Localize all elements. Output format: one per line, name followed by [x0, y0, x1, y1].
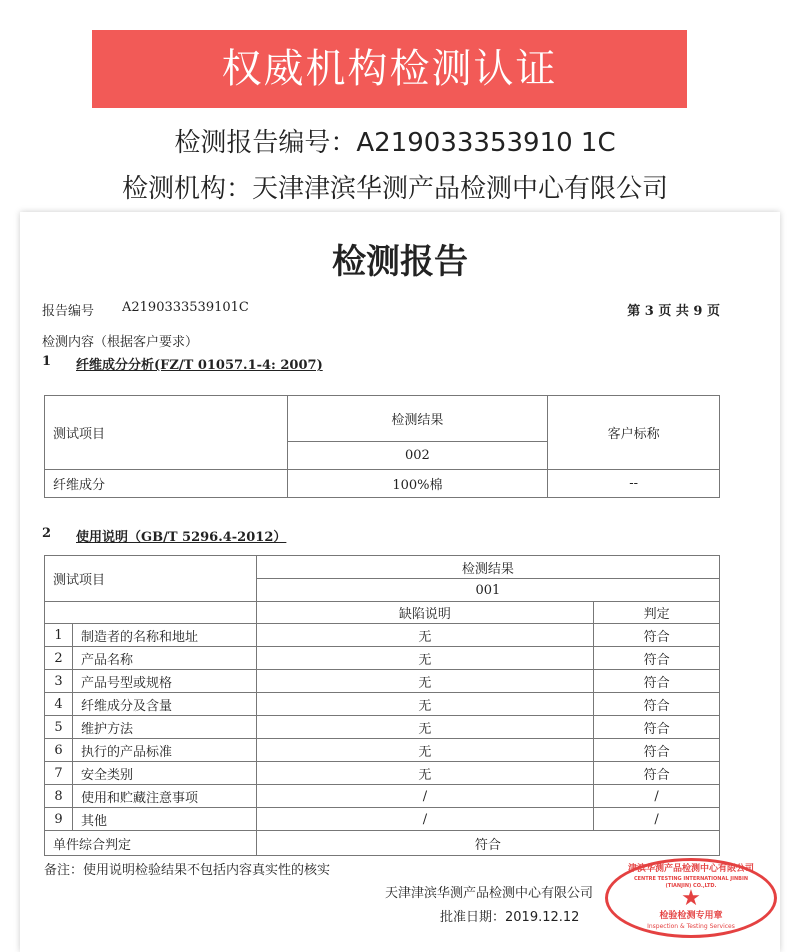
doc-title: 检测报告 [332, 242, 468, 282]
row-verdict: 符合 [594, 716, 720, 739]
row-item: 纤维成分及含量 [72, 693, 256, 716]
row-number: 6 [45, 739, 73, 762]
issuer: 天津津滨华测产品检测中心有限公司 [385, 886, 594, 901]
row-item: 使用和贮藏注意事项 [72, 785, 256, 808]
row-item: 执行的产品标准 [72, 739, 256, 762]
row-verdict: 符合 [594, 739, 720, 762]
row-number: 3 [45, 670, 73, 693]
row-item: 安全类别 [72, 762, 256, 785]
seal-en-text: CENTRE TESTING INTERNATIONAL JINBIN (TIANJIN) CO.,LTD. [633, 876, 749, 889]
report-no: A2190333539101C [122, 300, 249, 315]
table-row [45, 693, 720, 716]
row-verdict: 符合 [594, 624, 720, 647]
table-row [45, 739, 720, 762]
th-claim: 客户标称 [548, 396, 720, 470]
row-verdict: 符合 [594, 693, 720, 716]
overall-label: 单件综合判定 [45, 831, 257, 856]
table-row [45, 785, 720, 808]
report-document [20, 212, 780, 952]
th-sample: 002 [287, 442, 548, 470]
row-item: 其他 [72, 808, 256, 831]
section2-title: 使用说明（GB/T 5296.4-2012） [76, 530, 287, 545]
row-number: 1 [45, 624, 73, 647]
row-number: 4 [45, 693, 73, 716]
row-item: 产品号型或规格 [72, 670, 256, 693]
row-defect: 无 [256, 647, 593, 670]
row-verdict: / [594, 785, 720, 808]
th-verdict: 判定 [594, 602, 720, 624]
table-row [45, 647, 720, 670]
table-row [45, 716, 720, 739]
th-item: 测试项目 [45, 396, 288, 470]
row-defect: 无 [256, 693, 593, 716]
row-defect: / [256, 808, 593, 831]
official-seal [605, 858, 777, 938]
empty-cell [45, 602, 257, 624]
row-item: 维护方法 [72, 716, 256, 739]
row-defect: 无 [256, 624, 593, 647]
row-number: 2 [45, 647, 73, 670]
row-defect: 无 [256, 762, 593, 785]
report-label: 报告编号 [42, 304, 95, 319]
cell-result: 100%棉 [287, 470, 548, 498]
th-item: 测试项目 [45, 556, 257, 602]
star-icon: ★ [681, 886, 701, 911]
row-number: 5 [45, 716, 73, 739]
table-row [45, 808, 720, 831]
row-item: 制造者的名称和地址 [72, 624, 256, 647]
th-defect: 缺陷说明 [256, 602, 593, 624]
row-verdict: 符合 [594, 647, 720, 670]
label-table [44, 555, 720, 856]
section1-title: 纤维成分分析(FZ/T 01057.1-4: 2007) [76, 358, 323, 373]
row-number: 7 [45, 762, 73, 785]
note: 备注：使用说明检验结果不包括内容真实性的核实 [44, 863, 331, 878]
seal-top-text: 津滨华测产品检测中心有限公司 [627, 864, 754, 874]
row-verdict: / [594, 808, 720, 831]
table-row [45, 670, 720, 693]
row-verdict: 符合 [594, 762, 720, 785]
content-label: 检测内容（根据客户要求） [42, 335, 199, 350]
agency-line: 检测机构：天津津滨华测产品检测中心有限公司 [121, 174, 668, 204]
overall-value: 符合 [256, 831, 719, 856]
seal-bottom-text: 检验检测专用章 [659, 911, 723, 921]
cell-claim: -- [548, 470, 720, 498]
fiber-table [44, 395, 720, 498]
row-number: 8 [45, 785, 73, 808]
cell-item: 纤维成分 [45, 470, 288, 498]
row-defect: 无 [256, 716, 593, 739]
th-result: 检测结果 [287, 396, 548, 442]
row-item: 产品名称 [72, 647, 256, 670]
banner: 权威机构检测认证 [92, 30, 687, 108]
row-defect: 无 [256, 739, 593, 762]
row-number: 9 [45, 808, 73, 831]
seal-bottom-en: Inspection & Testing Services [647, 923, 735, 930]
report-number-line: 检测报告编号：A219033353910 1C [174, 128, 616, 158]
row-verdict: 符合 [594, 670, 720, 693]
row-defect: / [256, 785, 593, 808]
table-row [45, 762, 720, 785]
table-row [45, 624, 720, 647]
approve-date: 批准日期：2019.12.12 [440, 910, 580, 925]
row-defect: 无 [256, 670, 593, 693]
page-info: 第 3 页 共 9 页 [627, 304, 720, 319]
section2-num: 2 [42, 526, 52, 541]
section1-num: 1 [42, 354, 52, 369]
th-result: 检测结果 [256, 556, 719, 579]
th-sample: 001 [256, 579, 719, 602]
